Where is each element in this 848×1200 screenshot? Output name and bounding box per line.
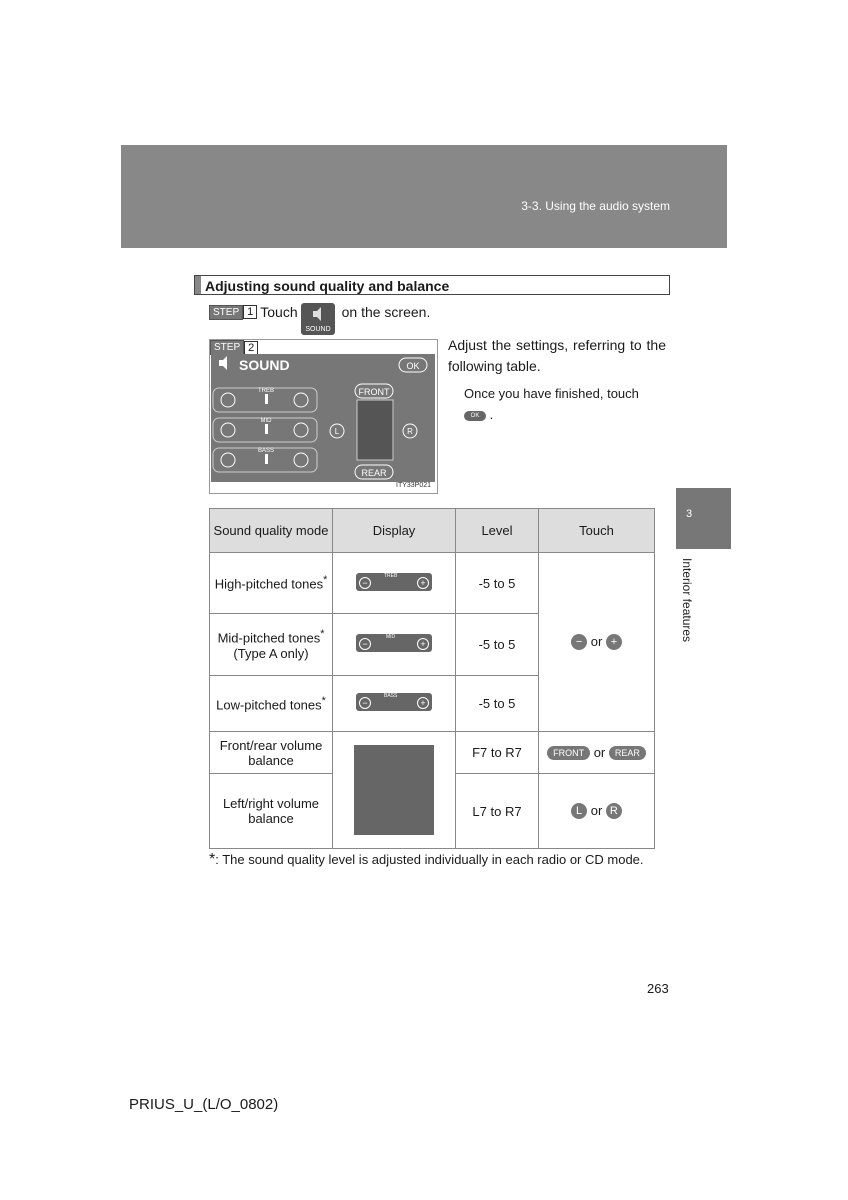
level-cell: -5 to 5 <box>456 614 539 676</box>
table-row <box>210 732 655 774</box>
r-label: R <box>407 427 413 436</box>
footnote-mark: * <box>323 574 328 587</box>
finish-text: Once you have finished, touch <box>464 386 639 401</box>
touch-cell-tone <box>539 553 655 732</box>
minus-icon: − <box>571 634 587 650</box>
mode-cell: Front/rear volume balance <box>210 732 333 774</box>
footnote-star: * <box>209 851 216 868</box>
sound-settings-table <box>209 508 655 849</box>
table-header-row <box>210 509 655 553</box>
l-button-icon: L <box>571 803 587 819</box>
chapter-label: Interior features <box>680 558 694 643</box>
l-label: L <box>334 427 340 436</box>
rear-label: REAR <box>361 468 387 478</box>
bass-control <box>213 448 317 472</box>
finish-instruction: Once you have finished, touch OK . <box>464 386 639 422</box>
mode-text: High-pitched tones <box>214 576 324 592</box>
treble-strip: − + TREB <box>356 573 432 591</box>
chapter-tab <box>676 488 731 549</box>
footnote-text: : The sound quality level is adjusted individually in each radio or CD mode. <box>215 852 644 867</box>
mid-strip: − + MID <box>356 634 432 652</box>
balance-display-cell <box>333 732 456 849</box>
treb-label: TREB <box>257 388 275 394</box>
sound-icon-label: SOUND <box>305 326 331 333</box>
footnote <box>209 851 644 869</box>
figure-code: ITY33P021 <box>396 482 432 489</box>
mode-note: (Type A only) <box>233 645 309 661</box>
speaker-icon <box>219 356 227 370</box>
bass-strip: − + BASS <box>356 693 432 711</box>
or-text: or <box>590 633 603 649</box>
mid-control <box>213 418 317 442</box>
or-text: or <box>590 802 603 818</box>
mode-text: Low-pitched tones <box>216 697 322 713</box>
level-cell: -5 to 5 <box>456 553 539 614</box>
touch-cell-fr <box>539 732 655 774</box>
sound-screen-svg <box>211 354 435 482</box>
screen-title: SOUND <box>239 357 290 373</box>
speaker-icon <box>301 303 335 335</box>
mode-text: Mid-pitched tones <box>217 630 321 646</box>
level-cell: F7 to R7 <box>456 732 539 774</box>
step-badge: STEP <box>209 305 243 320</box>
step-2 <box>210 340 261 355</box>
treble-control <box>213 388 317 412</box>
plus-icon: + <box>606 634 622 650</box>
instruction-text: Adjust the settings, referring to the following table. <box>448 337 666 374</box>
display-cell <box>333 553 456 614</box>
col-header-level: Level <box>456 509 539 553</box>
or-text: or <box>593 744 606 760</box>
seat-diagram <box>357 400 393 460</box>
section-title: 3-3. Using the audio system <box>521 199 670 213</box>
page-number: 263 <box>647 981 669 996</box>
step-number: 1 <box>243 305 257 319</box>
display-cell <box>333 676 456 732</box>
step-1-text-after: on the screen. <box>341 304 431 320</box>
level-cell: L7 to R7 <box>456 774 539 849</box>
section-heading: Adjusting sound quality and balance <box>194 275 670 295</box>
document-code: PRIUS_U_(L/O_0802) <box>129 1096 279 1113</box>
sound-button-icon <box>301 303 335 335</box>
footnote-mark: * <box>320 628 325 641</box>
level-cell: -5 to 5 <box>456 676 539 732</box>
mode-cell <box>210 614 333 676</box>
front-button-icon: FRONT <box>547 746 590 760</box>
col-header-touch: Touch <box>539 509 655 553</box>
col-header-mode: Sound quality mode <box>210 509 333 553</box>
bass-label: BASS <box>257 448 275 454</box>
mode-cell: Left/right volume balance <box>210 774 333 849</box>
footnote-mark: * <box>321 694 326 707</box>
rear-button-icon: REAR <box>609 746 646 760</box>
front-label: FRONT <box>358 387 390 397</box>
sound-screen-illustration <box>211 354 435 482</box>
table-row <box>210 553 655 614</box>
mode-cell <box>210 676 333 732</box>
step-1-text: Touch <box>260 304 298 320</box>
header-band <box>121 145 727 248</box>
ok-icon: OK <box>464 411 486 421</box>
step-number: 2 <box>244 341 258 355</box>
chapter-number: 3 <box>686 508 693 520</box>
display-cell <box>333 614 456 676</box>
step-badge: STEP <box>210 340 244 355</box>
ok-label: OK <box>406 361 420 371</box>
mid-label: MID <box>260 418 272 424</box>
balance-illustration <box>354 745 434 835</box>
touch-cell-lr <box>539 774 655 849</box>
mode-cell <box>210 553 333 614</box>
r-button-icon: R <box>606 803 622 819</box>
col-header-display: Display <box>333 509 456 553</box>
